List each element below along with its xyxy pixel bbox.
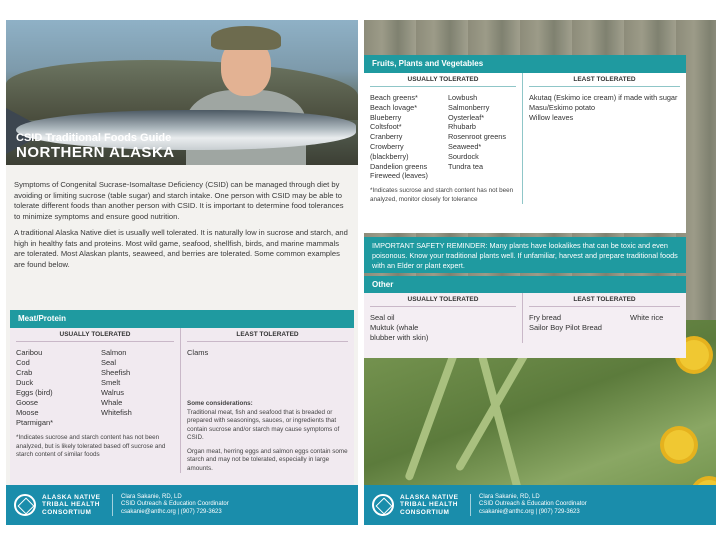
intro-text [14,180,350,276]
contact-info [470,494,587,517]
list-item: Blueberry [370,112,402,122]
list-item: Beach lovage* [370,102,418,112]
org-line: CONSORTIUM [42,508,92,516]
list-item: Dandelion greens [370,161,428,171]
other-least-list-2 [630,313,680,333]
right-footer [364,485,716,525]
list-item: Eggs (bird) [16,388,53,397]
list-item: Crowberry (blackberry) [370,141,409,161]
list-item: Crab [16,368,33,377]
safety-reminder: IMPORTANT SAFETY REMINDER: Many plants have lookalikes that can be toxic and even poisonous. Know your traditional plants well. If unfamiliar, harvest and prepare traditional foods with an Elder or plant expert. [364,237,686,273]
list-item: Ptarmigan* [16,418,54,427]
list-item: Seaweed* [448,141,482,151]
list-item: Sourdock [448,151,479,161]
list-item: Rhubarb [448,122,476,132]
list-item: Oysterleaf* [448,112,485,122]
meat-footnote: *Indicates sucrose and starch content has not been analyzed, but is likely tolerated based off sucrose and starch content of similar foods [16,434,166,458]
fpv-header: Fruits, Plants and Vegetables [364,55,686,73]
fpv-least-column [522,73,686,204]
org-line: TRIBAL HEALTH [400,501,458,509]
considerations [187,400,348,473]
list-item: Whale [101,398,123,407]
list-item: Caribou [16,348,43,357]
fpv-usually-list-1 [370,93,442,181]
list-item: Salmon [101,348,127,357]
other-section [364,276,686,358]
list-item: White rice [630,313,664,322]
other-header: Other [364,276,686,293]
guide-title [16,132,175,161]
list-item: Moose [16,408,39,417]
anthc-logo-icon [14,494,36,516]
list-item: Seal [101,358,117,367]
meat-usually-list-1 [16,348,91,428]
meat-least-column [180,328,354,473]
list-item: Willow leaves [529,112,574,122]
list-item: Fry bread [529,313,562,322]
contact-info [112,494,229,517]
usually-tolerated-heading: USUALLY TOLERATED [370,293,516,307]
hero-photo [6,20,358,165]
contact-email[interactable]: csakanie@anthc.org | (907) 729-3623 [121,508,222,515]
considerations-text-2: Organ meat, herring eggs and salmon eggs contain some starch and may not be tolerated, especially in large amounts. [187,447,348,472]
list-item: Seal oil [370,313,395,322]
org-name [42,494,112,517]
considerations-title: Some considerations: [187,400,253,407]
list-item: Clams [187,348,209,357]
list-item: Akutaq (Eskimo ice cream) if made with sugar [529,93,678,102]
list-item: Whitefish [101,408,132,417]
meat-usually-column [10,328,180,473]
least-tolerated-heading: LEAST TOLERATED [187,328,348,342]
list-item: Smelt [101,378,121,387]
list-item: Sheefish [101,368,131,377]
list-item: Cod [16,358,30,367]
list-item: Cranberry [370,132,403,142]
org-line: ALASKA NATIVE [42,493,101,501]
fpv-usually-list-2 [448,93,520,181]
list-item: Masu/Eskimo potato [529,102,596,112]
contact-name: Clara Sakanie, RD, LD [121,493,182,500]
org-line: ALASKA NATIVE [400,493,459,501]
right-page [364,20,716,525]
guide-region: NORTHERN ALASKA [16,144,175,161]
list-item: Sailor Boy Pilot Bread [529,323,602,332]
list-item: Walrus [101,388,125,397]
person-hat [211,26,281,50]
left-page [6,20,358,525]
anthc-logo-icon [372,494,394,516]
list-item: Tundra tea [448,161,484,171]
intro-paragraph-2: A traditional Alaska Native diet is usually well tolerated. It is naturally low in sucrose and starch, and high in healthy fats and proteins. Most wild game, seafood, shellfish, birds, and marine mammals are tolerated. Most Alaskan plants, seaweed, and berries are tolerated. Some common examples are found below. [14,228,348,269]
list-item: Duck [16,378,34,387]
least-tolerated-heading: LEAST TOLERATED [529,293,680,307]
org-line: CONSORTIUM [400,508,450,516]
list-item: Lowbush [448,93,478,102]
meat-protein-section [10,310,354,502]
fpv-usually-column [364,73,522,204]
contact-name: Clara Sakanie, RD, LD [479,493,540,500]
fpv-least-list [529,93,679,122]
dandelion-flower [664,430,694,460]
contact-role: CSID Outreach & Education Coordinator [479,501,587,508]
org-line: TRIBAL HEALTH [42,501,100,509]
list-item: Coltsfoot* [370,122,402,132]
fpv-footnote: *Indicates sucrose and starch content has not been analyzed, monitor closely for tolerance [370,187,514,203]
left-footer [6,485,358,525]
list-item: Rosenroot greens [448,132,507,142]
considerations-text-1: Traditional meat, fish and seafood that is breaded or prepared with seasonings, sauces, or ingredients that contain sucrose and/or starch may cause symptoms of CSID. [187,408,340,441]
other-least-column [522,293,686,343]
other-usually-column [364,293,522,343]
list-item: Salmonberry [448,102,490,112]
list-item: Fireweed (leaves) [370,171,428,181]
list-item: Goose [16,398,39,407]
meat-header: Meat/Protein [10,310,354,328]
guide-subtitle: CSID Traditional Foods Guide [16,132,172,144]
plant-stem [404,347,459,481]
meat-usually-list-2 [101,348,176,428]
usually-tolerated-heading: USUALLY TOLERATED [370,73,516,87]
other-usually-list [370,313,516,343]
usually-tolerated-heading: USUALLY TOLERATED [16,328,174,342]
list-item: Beach greens* [370,93,418,102]
least-tolerated-heading: LEAST TOLERATED [529,73,680,87]
list-item: Muktuk (whale blubber with skin) [370,323,429,342]
intro-paragraph-1: Symptoms of Congenital Sucrase-Isomaltase Deficiency (CSID) can be managed through diet by avoiding or limiting sucrose (table sugar) and starch intake. One person with CSID may be able to tolerate different foods than another person with CSID. It is important to determine food tolerances to minimize symptoms and ensure good nutrition. [14,180,344,221]
meat-least-list [187,348,262,358]
contact-role: CSID Outreach & Education Coordinator [121,501,229,508]
contact-email[interactable]: csakanie@anthc.org | (907) 729-3623 [479,508,580,515]
fruits-plants-section [364,55,686,233]
other-least-list-1 [529,313,606,333]
org-name [400,494,470,517]
